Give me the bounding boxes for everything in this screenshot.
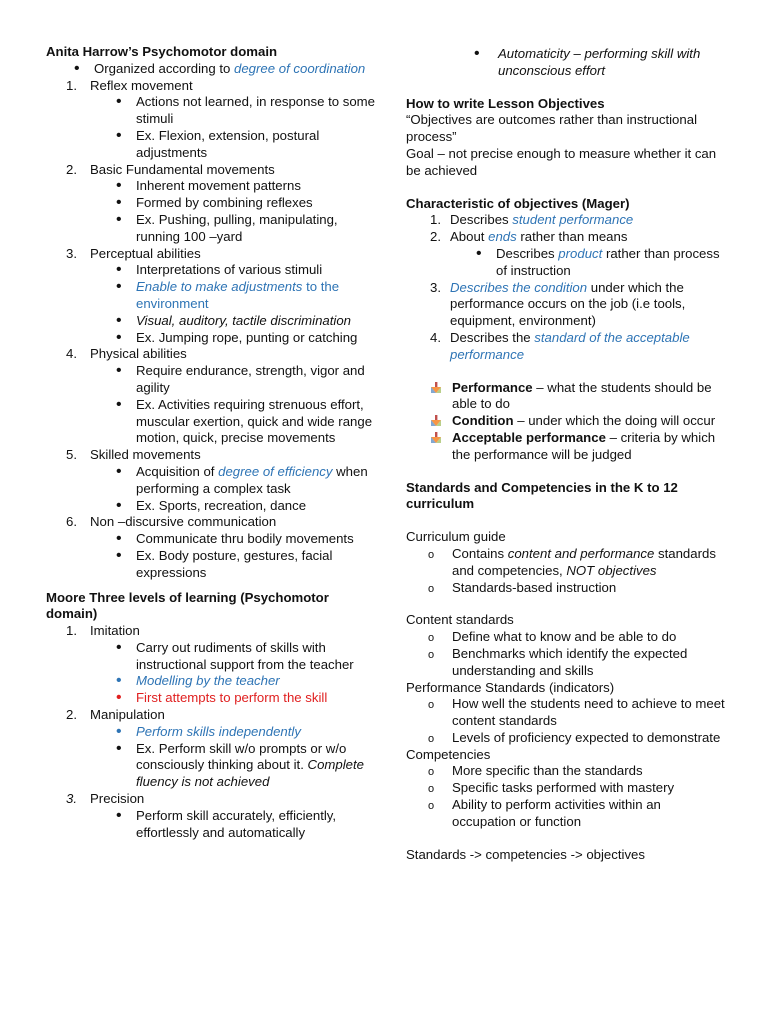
list-label: Physical abilities (90, 346, 187, 362)
list-number: 6. (66, 514, 77, 530)
mager-item-2-sub: • Describes product rather than process of instruction (406, 246, 726, 280)
bullet-icon (116, 128, 122, 145)
sub-bullet: • Actions not learned, in response to some stimuli (46, 94, 376, 128)
bullet-icon (116, 195, 122, 212)
moore-item-3 (46, 791, 376, 808)
bullet-icon (116, 548, 122, 565)
moore-list (46, 623, 376, 841)
competencies-label: Competencies (406, 746, 491, 762)
list-label: Manipulation (90, 707, 165, 723)
sub-bullet: • Acquisition of degree of efficiency when performing a complex task (46, 464, 376, 498)
list-label: Precision (90, 791, 145, 807)
harrow-item-6 (46, 514, 376, 531)
cg-item-2: o Standards-based instruction (406, 580, 726, 597)
sub-bullet: • Modelling by the teacher (46, 673, 376, 690)
organized-emph: degree of coordination (234, 60, 366, 76)
circle-bullet-icon (428, 730, 434, 748)
circle-list-item: o Levels of proficiency expected to demonstrate (406, 730, 726, 747)
bullet-icon (476, 246, 482, 263)
list-label: Reflex movement (90, 77, 193, 93)
circle-list-item: o Define what to know and be able to do (406, 629, 726, 646)
arrow-item: Acceptable performance – criteria by which the performance will be judged (406, 430, 726, 464)
moore-item-2 (46, 707, 376, 724)
bullet-icon (116, 212, 122, 229)
sub-bullet: • Formed by combining reflexes (46, 195, 376, 212)
bullet-icon (116, 363, 122, 380)
sub-bullet: • Communicate thru bodily movements (46, 531, 376, 548)
sub-bullet: • Inherent movement patterns (46, 178, 376, 195)
list-label: Non –discursive communication (90, 514, 277, 530)
list-label: Perceptual abilities (90, 245, 201, 261)
list-number: 1. (66, 77, 77, 93)
list-number: 4. (66, 346, 77, 362)
bullet-icon (116, 313, 122, 330)
list-number: 3. (66, 245, 77, 261)
sub-bullet: • First attempts to perform the skill (46, 690, 376, 707)
bullet-icon (116, 94, 122, 111)
sub-bullet: • Ex. Body posture, gestures, facial expressions (46, 548, 376, 582)
harrow-item-3 (46, 246, 376, 263)
circle-list-item: o Specific tasks performed with mastery (406, 780, 726, 797)
sub-bullet: • Interpretations of various stimuli (46, 262, 376, 279)
mager-item-4: 4. Describes the standard of the acceptable performance (430, 329, 690, 362)
sub-bullet: • Visual, auditory, tactile discrimination (46, 313, 376, 330)
bullet-icon (116, 262, 122, 279)
bullet-icon (116, 724, 122, 741)
bullet-icon (474, 46, 480, 63)
harrow-heading: Anita Harrow’s Psychomotor domain (46, 44, 278, 59)
circle-bullet-icon (428, 646, 434, 664)
arrow-down-icon (430, 415, 442, 427)
list-number: 1. (66, 623, 77, 639)
circle-bullet-icon (428, 763, 434, 781)
sub-bullet: • Carry out rudiments of skills with instructional support from the teacher (46, 640, 376, 674)
circle-list-item: o Ability to perform activities within an occupation or function (406, 797, 726, 831)
circle-bullet-icon (428, 580, 434, 598)
arrow-down-icon (430, 382, 442, 394)
lesson-heading: How to write Lesson Objectives (406, 95, 605, 111)
moore-item-1 (46, 623, 376, 640)
sub-bullet: • Ex. Sports, recreation, dance (46, 498, 376, 515)
objectives-quote: “Objectives are outcomes rather than instructional process” (406, 112, 697, 145)
automaticity-bullet: • Automaticity – performing skill with unconscious effort (406, 46, 726, 80)
bullet-icon (116, 640, 122, 657)
bullet-icon (116, 279, 122, 296)
moore-heading: Moore Three levels of learning (Psychomotor domain) (46, 589, 329, 622)
arrow-item: Condition – under which the doing will occur (406, 413, 726, 430)
bullet-icon (116, 741, 122, 758)
sub-bullet: • Ex. Jumping rope, punting or catching (46, 330, 376, 347)
list-number: 2. (66, 161, 77, 177)
cg-item-1: o Contains content and performance standards and competencies, NOT objectives (406, 546, 726, 580)
mager-item-3: 3. Describes the condition under which the performance occurs on the job (i.e tools, equipment, environment) (430, 279, 686, 329)
circle-list-item: o Benchmarks which identify the expected understanding and skills (406, 646, 726, 680)
circle-bullet-icon (428, 629, 434, 647)
mager-item-1: 1. Describes student performance (430, 212, 634, 228)
harrow-list (46, 78, 376, 582)
list-number: 3. (66, 791, 77, 807)
bullet-icon (116, 498, 122, 515)
bullet-icon (116, 178, 122, 195)
list-label: Skilled movements (90, 447, 201, 463)
curriculum-guide-label: Curriculum guide (406, 529, 506, 545)
content-standards-label: Content standards (406, 612, 514, 628)
list-label: Imitation (90, 623, 140, 639)
flow-text: Standards -> competencies -> objectives (406, 846, 645, 862)
circle-bullet-icon (428, 780, 434, 798)
goal-text: Goal – not precise enough to measure whether it can be achieved (406, 145, 717, 178)
list-number: 5. (66, 447, 77, 463)
circle-bullet-icon (428, 546, 434, 564)
sub-bullet: • Ex. Pushing, pulling, manipulating, running 100 –yard (46, 212, 376, 246)
harrow-item-2 (46, 162, 376, 179)
harrow-item-5 (46, 447, 376, 464)
standards-heading: Standards and Competencies in the K to 12 curriculum (406, 479, 678, 512)
harrow-item-1 (46, 78, 376, 95)
sub-bullet: • Enable to make adjustments to the environment (46, 279, 376, 313)
bullet-icon (116, 690, 122, 707)
list-number: 2. (66, 707, 77, 723)
left-column (46, 44, 376, 841)
right-column (406, 46, 726, 863)
arrow-list (406, 380, 726, 464)
bullet-icon (116, 808, 122, 825)
bullet-icon (116, 673, 122, 690)
circle-list-item: o How well the students need to achieve to meet content standards (406, 696, 726, 730)
sub-bullet: • Require endurance, strength, vigor and agility (46, 363, 376, 397)
arrow-down-icon (430, 432, 442, 444)
sub-bullet: • Ex. Activities requiring strenuous effort, muscular exertion, quick and wide range motion, quick, precise movements (46, 397, 376, 447)
bullet-icon (116, 531, 122, 548)
sub-bullet: • Ex. Perform skill w/o prompts or w/o consciously thinking about it. Complete fluency is not achieved (46, 741, 376, 791)
sub-bullet: • Ex. Flexion, extension, postural adjustments (46, 128, 376, 162)
list-label: Basic Fundamental movements (90, 161, 275, 177)
bullet-icon (116, 330, 122, 347)
sub-bullet: • Perform skill accurately, efficiently, effortlessly and automatically (46, 808, 376, 842)
bullet-icon (116, 397, 122, 414)
arrow-item: Performance – what the students should be able to do (406, 380, 726, 414)
mager-heading: Characteristic of objectives (Mager) (406, 195, 630, 211)
harrow-item-4 (46, 346, 376, 363)
sub-bullet: • Perform skills independently (46, 724, 376, 741)
organized-bullet: • Organized according to degree of coordination (46, 61, 376, 78)
mager-item-2: 2. About ends rather than means (430, 229, 628, 245)
circle-bullet-icon (428, 797, 434, 815)
circle-bullet-icon (428, 696, 434, 714)
bullet-icon (74, 61, 80, 78)
performance-standards-label: Performance Standards (indicators) (406, 679, 615, 695)
bullet-icon (116, 464, 122, 481)
circle-list-item: o More specific than the standards (406, 763, 726, 780)
